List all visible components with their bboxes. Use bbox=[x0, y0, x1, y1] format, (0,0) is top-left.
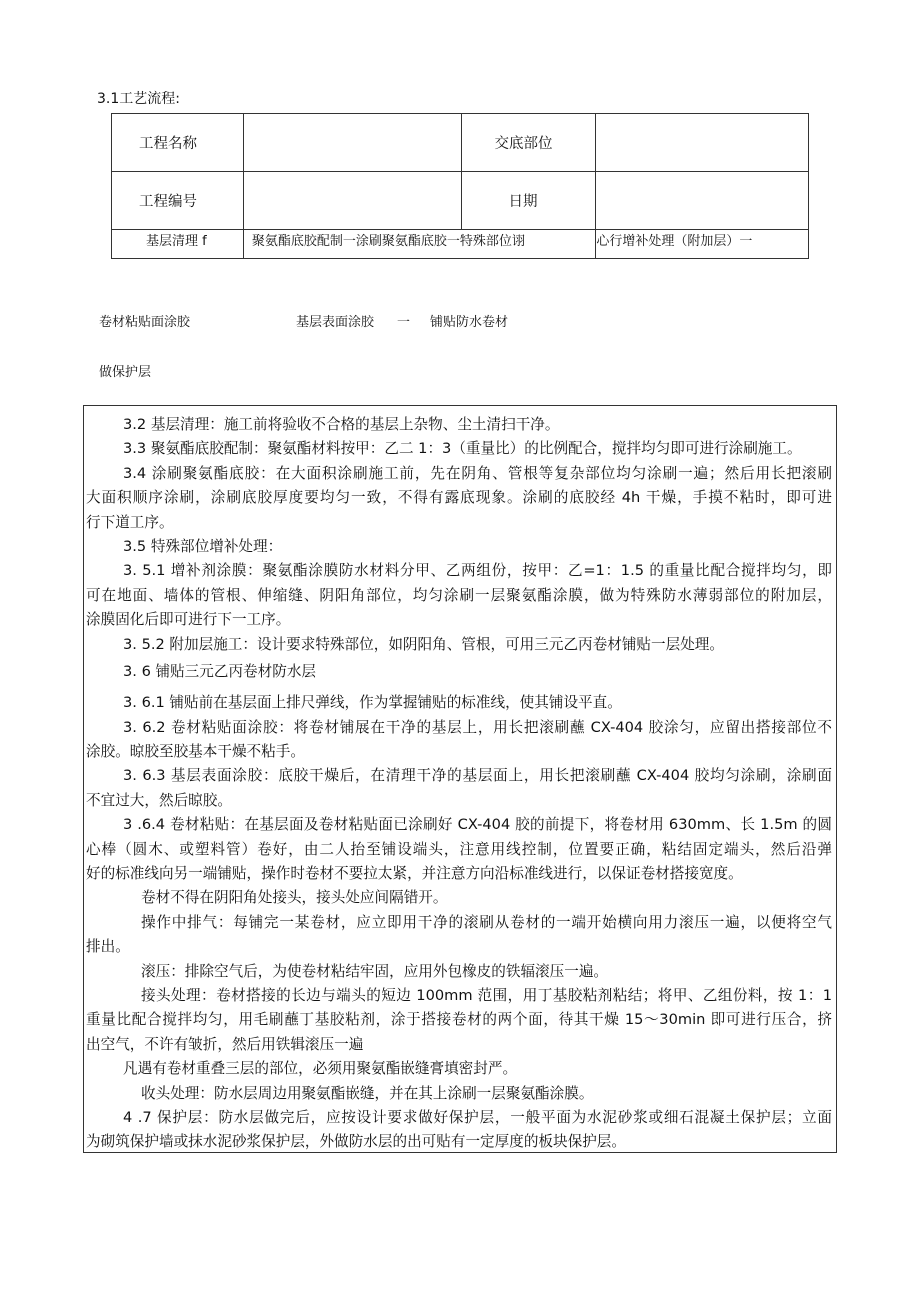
paragraph bbox=[86, 559, 832, 632]
paragraph bbox=[86, 984, 832, 1057]
date-value[interactable] bbox=[596, 172, 809, 230]
paragraph-line: 为砌筑保护墙或抹水泥砂浆保护层，外做防水层的出可贴有一定厚度的板块保护层。 bbox=[86, 1133, 626, 1151]
paragraph-line: 心棒（圆木、或塑料管）卷好，由二人抬至铺设端头，注意用线控制，位置要正确，粘结固定端头，然后沿弹 bbox=[86, 840, 832, 858]
table-row bbox=[112, 230, 809, 259]
paragraph-line: 3.4 涂刷聚氨酯底胶：在大面积涂刷施工前，先在阴角、管根等复杂部位均匀涂刷一遍；然后用长把滚刷 bbox=[123, 464, 832, 482]
flow-step-2: 基层表面涂胶 bbox=[296, 315, 375, 330]
project-info-table bbox=[111, 113, 809, 259]
paragraph bbox=[86, 462, 832, 535]
table-row bbox=[112, 114, 809, 172]
flow-step-1: 卷材粘贴面涂胶 bbox=[99, 315, 191, 330]
paragraph-line: 3 .6.4 卷材粘贴：在基层面及卷材粘贴面已涂刷好 CX-404 胶的前提下，将卷材用 630mm、长 1.5m 的圆 bbox=[123, 816, 832, 834]
paragraph-line: 卷材不得在阴阳角处接头，接头处应间隔错开。 bbox=[141, 889, 448, 907]
paragraph-line: 好的标准线向另一端铺贴，操作时卷材不要拉太紧，并注意方向沿标准线进行，以保证卷材搭接宽度。 bbox=[86, 865, 743, 883]
flow-cell-2: 聚氨酯底胶配制一涂刷聚氨酯底胶一特殊部位诩 bbox=[243, 230, 595, 259]
paragraph bbox=[86, 716, 832, 765]
paragraph-line: 3. 5.2 附加层施工：设计要求特殊部位，如阴阳角、管根，可用三元乙丙卷材铺贴一层处理。 bbox=[123, 635, 724, 653]
procedure-text bbox=[86, 413, 832, 1155]
disclosure-part-value[interactable] bbox=[596, 114, 809, 172]
paragraph-line: 3.3 聚氨酯底胶配制：聚氨酯材料按甲：乙二 1：3（重量比）的比例配合，搅拌均匀即可进行涂刷施工。 bbox=[123, 440, 802, 458]
paragraph bbox=[86, 437, 832, 461]
paragraph-line: 大面积顺序涂刷，涂刷底胶厚度要均匀一致，不得有露底现象。涂刷的底胶经 4h 干燥，手摸不粘时，即可进 bbox=[86, 489, 832, 507]
paragraph bbox=[86, 764, 832, 813]
section-title: 3.1工艺流程: bbox=[97, 91, 180, 107]
paragraph bbox=[86, 691, 832, 715]
paragraph-line: 3.5 特殊部位增补处理： bbox=[123, 537, 283, 555]
paragraph-line: 收头处理：防水层周边用聚氨酯嵌缝，并在其上涂刷一层聚氨酯涂膜。 bbox=[141, 1084, 594, 1102]
paragraph-line: 3. 6.2 卷材粘贴面涂胶：将卷材铺展在干净的基层上，用长把滚刷蘸 CX-404 胶涂匀，应留出搭接部位不 bbox=[123, 718, 832, 736]
paragraph bbox=[86, 413, 832, 437]
paragraph-line: 涂膜固化后即可进行下一工序。 bbox=[86, 611, 291, 629]
paragraph-line: 出空气，不许有皱折，然后用铁辑滚压一遍 bbox=[86, 1035, 364, 1053]
flow-step-3: 铺贴防水卷材 bbox=[430, 315, 509, 330]
paragraph bbox=[86, 1106, 832, 1155]
paragraph-line: 凡遇有卷材重叠三层的部位，必须用聚氨酯嵌缝膏填密封严。 bbox=[123, 1060, 518, 1078]
paragraph-line: 3. 6.3 基层表面涂胶：底胶干燥后，在清理干净的基层面上，用长把滚刷蘸 CX-404 胶均匀涂刷，涂刷面 bbox=[123, 767, 832, 785]
flow-cell-3: 心行增补处理（附加层）一 bbox=[596, 230, 809, 259]
flow-step-4: 做保护层 bbox=[99, 365, 152, 380]
project-name-label: 工程名称 bbox=[112, 114, 244, 172]
paragraph-line: 接头处理：卷材搭接的长边与端头的短边 100mm 范围，用丁基胶粘剂粘结；将甲、乙组份料，按 1：1 bbox=[141, 986, 832, 1004]
paragraph bbox=[86, 1057, 832, 1081]
paragraph bbox=[86, 633, 832, 657]
disclosure-part-label: 交底部位 bbox=[462, 114, 596, 172]
paragraph bbox=[86, 660, 832, 684]
paragraph-line: 4 .7 保护层：防水层做完后，应按设计要求做好保护层，一般平面为水泥砂浆或细石混凝土保护层；立面 bbox=[123, 1108, 832, 1126]
paragraph-line: 3. 5.1 增补剂涂膜：聚氨酯涂膜防水材料分甲、乙两组份，按甲：乙=1：1.5 的重量比配合搅拌均匀，即 bbox=[123, 562, 832, 580]
paragraph-line: 3. 6 铺贴三元乙丙卷材防水层 bbox=[123, 662, 317, 680]
paragraph-line: 行下道工序。 bbox=[86, 513, 174, 531]
flow-arrow: 一 bbox=[397, 315, 411, 330]
table-row bbox=[112, 172, 809, 230]
date-label: 日期 bbox=[462, 172, 596, 230]
paragraph-line: 重量比配合搅拌均匀，用毛刷蘸丁基胶粘剂，涂于搭接卷材的两个面，待其干燥 15～30min 即可进行压合，挤 bbox=[86, 1011, 832, 1029]
paragraph bbox=[86, 1082, 832, 1106]
flow-cell-1: 基层清理 f bbox=[112, 230, 244, 259]
paragraph bbox=[86, 535, 832, 559]
project-name-value[interactable] bbox=[243, 114, 462, 172]
paragraph-line: 不宜过大，然后晾胶。 bbox=[86, 791, 232, 809]
paragraph bbox=[86, 960, 832, 984]
paragraph-line: 可在地面、墙体的管根、伸缩缝、阴阳角部位，均匀涂刷一层聚氨酯涂膜，做为特殊防水薄弱部位的附加层， bbox=[86, 586, 832, 604]
paragraph-line: 滚压：排除空气后，为使卷材粘结牢固，应用外包橡皮的铁辐滚压一遍。 bbox=[141, 962, 609, 980]
paragraph bbox=[86, 813, 832, 886]
content-box bbox=[83, 405, 837, 1153]
paragraph-line: 3.2 基层清理：施工前将验收不合格的基层上杂物、尘土清扫干净。 bbox=[123, 416, 560, 433]
paragraph bbox=[86, 886, 832, 910]
project-no-label: 工程编号 bbox=[112, 172, 244, 230]
project-no-value[interactable] bbox=[243, 172, 462, 230]
paragraph-line: 排出。 bbox=[86, 938, 130, 956]
paragraph-line: 3. 6.1 铺贴前在基层面上排尺弹线，作为掌握铺贴的标准线，使其铺设平直。 bbox=[123, 694, 622, 712]
paragraph bbox=[86, 911, 832, 960]
paragraph-line: 涂胶。晾胶至胶基本干燥不粘手。 bbox=[86, 743, 305, 761]
paragraph-line: 操作中排气：每铺完一某卷材，应立即用干净的滚刷从卷材的一端开始横向用力滚压一遍，以便将空气 bbox=[141, 913, 832, 931]
